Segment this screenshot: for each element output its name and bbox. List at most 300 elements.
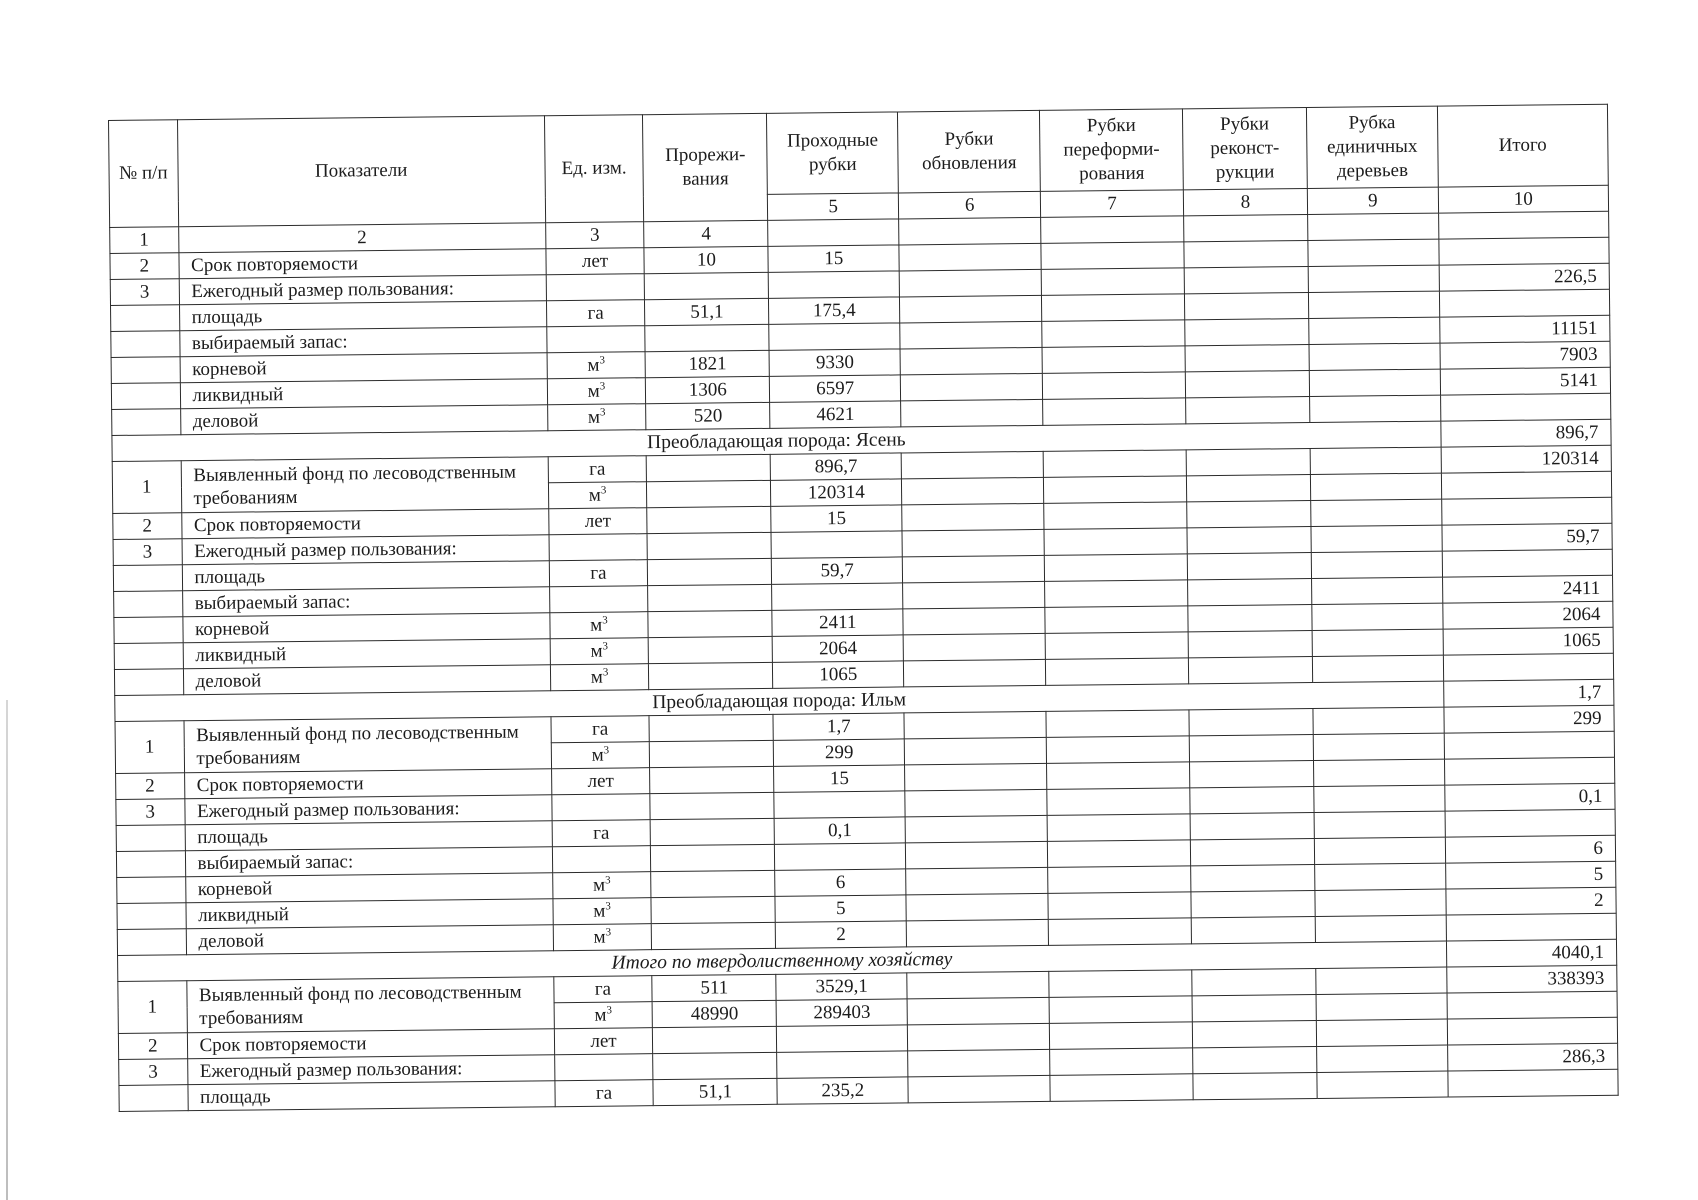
table-cell [1041,242,1184,270]
table-cell [648,610,772,637]
table-cell: га [548,456,647,483]
table-cell [1190,812,1314,839]
unit-exponent: 3 [602,614,608,627]
table-cell: Выявленный фонд по лесоводственным требованиям [184,717,552,773]
table-cell [1439,289,1610,317]
table-cell: 2411 [772,609,903,636]
table-cell [905,815,1048,843]
section-title-hardwood-total: Итого по твердолиственному хозяйству [118,941,1447,981]
table-cell [650,740,774,767]
table-cell: 226,5 [1439,263,1610,291]
table-cell [1043,398,1186,426]
table-cell [1438,211,1609,239]
table-cell [552,846,651,873]
table-cell [769,271,900,298]
table-cell [1183,215,1307,242]
table-cell [653,1026,777,1053]
table-cell [1442,549,1613,577]
table-cell: корневой [185,873,553,903]
unit-exponent: 3 [606,1004,613,1017]
table-cell [1315,889,1446,916]
table-cell [1050,996,1193,1024]
table-cell [1184,267,1308,294]
unit-exponent: 3 [599,354,605,367]
colnum-2: 2 [178,223,546,253]
unit-label: м [590,640,603,662]
table-cell: 0,1 [1444,783,1615,811]
table-cell [1439,237,1610,265]
table-cell: 5141 [1440,367,1611,395]
table-cell: выбираемый запас: [179,327,547,357]
table-cell [1043,372,1186,400]
unit-label: м [588,484,601,506]
table-cell: выбираемый запас: [185,847,553,877]
table-cell [1186,449,1310,476]
table-cell: 4040,1 [1446,939,1617,967]
table-cell: Срок повторяемости [181,509,549,539]
table-cell [1309,317,1440,344]
table-cell [114,591,183,618]
table-cell [651,922,775,949]
table-cell: га [549,560,648,587]
table-cell [1315,863,1446,890]
table-cell: 289403 [777,999,908,1026]
table-cell: га [555,1080,654,1107]
unit-label: м [591,744,604,766]
table-cell [902,503,1045,531]
table-cell [1044,528,1187,556]
table-cell: корневой [180,353,548,383]
table-cell: 51,1 [645,298,769,325]
table-cell [1049,918,1192,946]
table-cell: 6597 [770,375,901,402]
table-cell [1189,760,1313,787]
table-cell [1447,991,1618,1019]
table-cell [902,529,1045,557]
table-cell [648,636,772,663]
table-cell [1184,241,1308,268]
table-cell [1440,393,1611,421]
table-cell [116,825,185,852]
table-cell [768,219,899,246]
unit-label: м [587,354,600,376]
table-cell: 5 [1445,861,1616,889]
table-cell [1316,993,1447,1020]
unit-label: м [587,380,600,402]
header-units: Ед. изм. [544,115,644,223]
table-cell [900,295,1043,323]
table-cell [1317,1045,1448,1072]
colnum-8: 8 [1183,189,1307,216]
unit-label: м [593,900,606,922]
table-cell: Ежегодный размер пользования: [184,795,552,825]
table-cell [1046,632,1189,660]
unit-label: м [590,614,603,636]
section-title-ash: Преобладающая порода: Ясень [112,421,1441,461]
table-cell [1048,814,1191,842]
table-cell: 51,1 [653,1078,777,1105]
table-cell [554,1002,653,1029]
header-total: Итого [1437,104,1608,187]
table-cell: 2 [116,773,185,800]
table-cell [900,321,1043,349]
table-cell [1042,294,1185,322]
table-cell [1042,346,1185,374]
table-cell [1314,811,1445,838]
table-cell: деловой [186,925,554,955]
table-cell [1191,890,1315,917]
table-cell: 3 [110,279,179,306]
table-cell [899,243,1042,271]
table-cell: Выявленный фонд по лесоводственным требованиям [186,977,554,1033]
table-cell [1308,291,1439,318]
table-cell [1190,838,1314,865]
table-cell [119,1085,188,1112]
table-cell: корневой [182,613,550,643]
table-cell: 9330 [769,349,900,376]
colnum-6: 6 [898,191,1041,219]
table-cell [549,586,648,613]
table-cell [1048,840,1191,868]
table-cell: 2 [113,513,182,540]
table-cell [647,480,771,507]
table-cell [1186,475,1310,502]
table-cell: 15 [774,765,905,792]
table-cell [554,1054,653,1081]
table-cell [1192,994,1316,1021]
table-cell [1447,1017,1618,1045]
table-cell: 338393 [1446,965,1617,993]
table-cell [1192,1046,1316,1073]
table-cell [647,506,771,533]
header-indicators: Показатели [177,116,545,227]
table-cell [648,558,772,585]
table-cell [1188,605,1312,632]
table-cell: выбираемый запас: [182,587,550,617]
table-cell [1317,1071,1448,1098]
table-cell: 0,1 [775,817,906,844]
table-cell [1044,502,1187,530]
table-cell [644,272,768,299]
table-cell [1187,579,1311,606]
table-cell: лет [548,508,647,535]
table-cell: площадь [187,1081,555,1111]
table-cell [1309,369,1440,396]
table-cell: 1,7 [1443,679,1614,707]
table-cell: 15 [768,245,899,272]
table-cell [653,1052,777,1079]
table-cell: 59,7 [1442,523,1613,551]
table-cell [906,893,1049,921]
table-cell [114,643,183,670]
table-cell: 175,4 [769,297,900,324]
table-cell [114,669,183,696]
table-cell: Срок повторяемости [187,1029,555,1059]
table-cell [904,711,1047,739]
table-cell: 10 [644,246,768,273]
table-cell [548,482,647,509]
table-cell [546,274,645,301]
table-cell [550,612,649,639]
table-cell: Ежегодный размер пользования: [179,275,547,305]
table-cell: 520 [646,402,770,429]
colnum-7: 7 [1041,190,1184,218]
table-cell [552,872,651,899]
table-cell [111,305,180,332]
colnum-9: 9 [1307,187,1438,214]
table-cell: ликвидный [183,639,551,669]
table-cell [1310,473,1441,500]
table-cell [1441,471,1612,499]
table-cell: площадь [185,821,553,851]
table-cell [771,531,902,558]
table-cell [899,217,1042,245]
table-cell [1044,450,1187,478]
table-cell [1045,580,1188,608]
table-cell: 120314 [1441,445,1612,473]
table-cell [1189,734,1313,761]
table-cell: 511 [652,974,776,1001]
table-cell [1314,785,1445,812]
table-cell: 3529,1 [776,973,907,1000]
table-cell [651,896,775,923]
table-cell [1443,653,1614,681]
table-cell [1187,527,1311,554]
table-cell [1185,319,1309,346]
table-cell: деловой [183,665,551,695]
table-cell [1308,213,1439,240]
table-cell [1048,866,1191,894]
table-cell: 2 [776,921,907,948]
table-cell [552,794,651,821]
table-cell: деловой [180,405,548,435]
table-cell [117,903,186,930]
table-cell [902,477,1045,505]
table-cell [1313,707,1444,734]
table-cell [1050,1048,1193,1076]
table-cell: 1065 [773,661,904,688]
table-cell [1042,268,1185,296]
table-cell [1312,629,1443,656]
table-cell [907,971,1050,999]
table-cell [1050,1022,1193,1050]
table-cell [1444,731,1615,759]
table-cell [1190,864,1314,891]
table-cell: 2 [110,253,179,280]
table-cell [1310,447,1441,474]
table-cell [111,383,180,410]
table-cell [1311,551,1442,578]
scan-edge-line [6,700,8,1200]
table-cell [651,844,775,871]
table-cell [1184,293,1308,320]
table-cell: 59,7 [772,557,903,584]
table-cell: 7903 [1440,341,1611,369]
table-cell: 235,2 [777,1077,908,1104]
table-cell [112,409,181,436]
table-cell: 1,7 [773,713,904,740]
table-cell: 5 [775,895,906,922]
table-cell [553,924,652,951]
table-cell [775,843,906,870]
table-cell [111,357,180,384]
unit-exponent: 3 [599,406,606,419]
table-cell: 120314 [771,479,902,506]
table-cell [1045,554,1188,582]
table-cell: Срок повторяемости [178,249,546,279]
table-cell [1044,476,1187,504]
table-cell [772,583,903,610]
table-cell [1042,320,1185,348]
table-cell [903,581,1046,609]
unit-label: м [592,874,606,896]
table-cell: Выявленный фонд по лесоводственным требованиям [181,457,549,513]
table-cell: Ежегодный размер пользования: [187,1055,555,1085]
unit-label: м [594,1004,607,1026]
table-cell [1041,216,1184,244]
table-cell: площадь [182,561,550,591]
table-cell [1190,786,1314,813]
table-cell [777,1051,908,1078]
table-cell: 48990 [652,1000,776,1027]
document-sheet [108,104,1619,1112]
header-renewal-felling: Рубки обновления [898,110,1041,193]
table-cell [903,633,1046,661]
table-cell [1050,1074,1193,1102]
table-cell [650,818,774,845]
table-cell [908,1075,1051,1103]
table-cell [111,331,180,358]
table-cell: Срок повторяемости [184,769,552,799]
table-cell [1316,967,1447,994]
table-cell [899,269,1042,297]
table-cell [1185,397,1309,424]
table-cell [1312,577,1443,604]
table-cell [1446,913,1617,941]
table-cell [645,324,769,351]
table-cell [900,347,1043,375]
table-cell: Ежегодный размер пользования: [182,535,550,565]
colnum-5: 5 [768,193,899,220]
table-cell [1315,915,1446,942]
table-cell [906,919,1049,947]
header-reconstruction-felling: Рубки реконст-рукции [1182,108,1307,190]
unit-label: м [593,926,606,948]
table-cell [906,867,1049,895]
table-cell: 896,7 [1441,419,1612,447]
unit-exponent: 3 [604,874,611,887]
table-cell [902,555,1045,583]
table-cell [1314,759,1445,786]
table-cell [769,323,900,350]
unit-exponent: 3 [603,744,610,757]
table-cell [1187,553,1311,580]
header-thinning: Прорежи-вания [643,113,768,221]
table-cell [1310,395,1441,422]
table-cell: 2411 [1442,575,1613,603]
table-cell [1312,655,1443,682]
table-cell: 6 [775,869,906,896]
felling-table [108,104,1619,1112]
colnum-3: 3 [545,222,644,249]
table-cell: лет [551,768,650,795]
table-cell [650,766,774,793]
table-cell [1311,499,1442,526]
table-cell: лет [546,248,645,275]
table-cell [1448,1069,1619,1097]
header-single-tree-felling: Рубка единичных деревьев [1306,106,1437,188]
table-cell: 2064 [773,635,904,662]
table-cell: 1 [112,461,181,514]
table-cell [550,664,649,691]
table-cell [547,352,646,379]
table-cell [649,662,773,689]
table-cell [1049,970,1192,998]
table-cell: 2 [118,1033,187,1060]
unit-exponent: 3 [605,900,611,913]
table-cell: га [552,820,651,847]
table-cell [1312,603,1443,630]
table-cell: 1065 [1443,627,1614,655]
table-cell: площадь [179,301,547,331]
unit-exponent: 3 [602,640,609,653]
table-cell [650,792,774,819]
table-cell [651,870,775,897]
table-cell: 1 [115,721,184,774]
table-cell [1314,837,1445,864]
table-cell: 3 [116,799,185,826]
table-cell [907,997,1050,1025]
unit-label: м [587,406,601,428]
table-cell: 2 [1446,887,1617,915]
table-cell [1188,656,1312,683]
table-cell: ликвидный [185,899,553,929]
table-cell [117,877,186,904]
table-cell [646,454,770,481]
table-cell [1445,809,1616,837]
table-cell [1316,1019,1447,1046]
unit-exponent: 3 [600,484,607,497]
table-cell [1045,606,1188,634]
table-cell [1192,968,1316,995]
table-cell [547,326,646,353]
table-cell [1193,1072,1317,1099]
table-cell [550,638,649,665]
table-cell [547,378,646,405]
table-cell: 299 [1444,705,1615,733]
table-cell: 6 [1445,835,1616,863]
table-cell [1313,733,1444,760]
table-cell: 15 [771,505,902,532]
table-cell: 1306 [646,376,770,403]
table-cell [1309,343,1440,370]
table-cell: 4621 [770,401,901,428]
table-cell: 1 [118,981,187,1034]
section-title-elm: Преобладающая порода: Ильм [115,681,1444,721]
table-cell [905,763,1048,791]
table-cell [901,399,1044,427]
table-cell [900,373,1043,401]
table-cell [114,617,183,644]
table-cell [649,714,773,741]
table-cell [777,1025,908,1052]
table-cell [1046,710,1189,738]
unit-exponent: 3 [605,926,612,939]
table-cell [1441,497,1612,525]
table-cell: 286,3 [1447,1043,1618,1071]
table-cell: лет [554,1028,653,1055]
table-cell [903,607,1046,635]
